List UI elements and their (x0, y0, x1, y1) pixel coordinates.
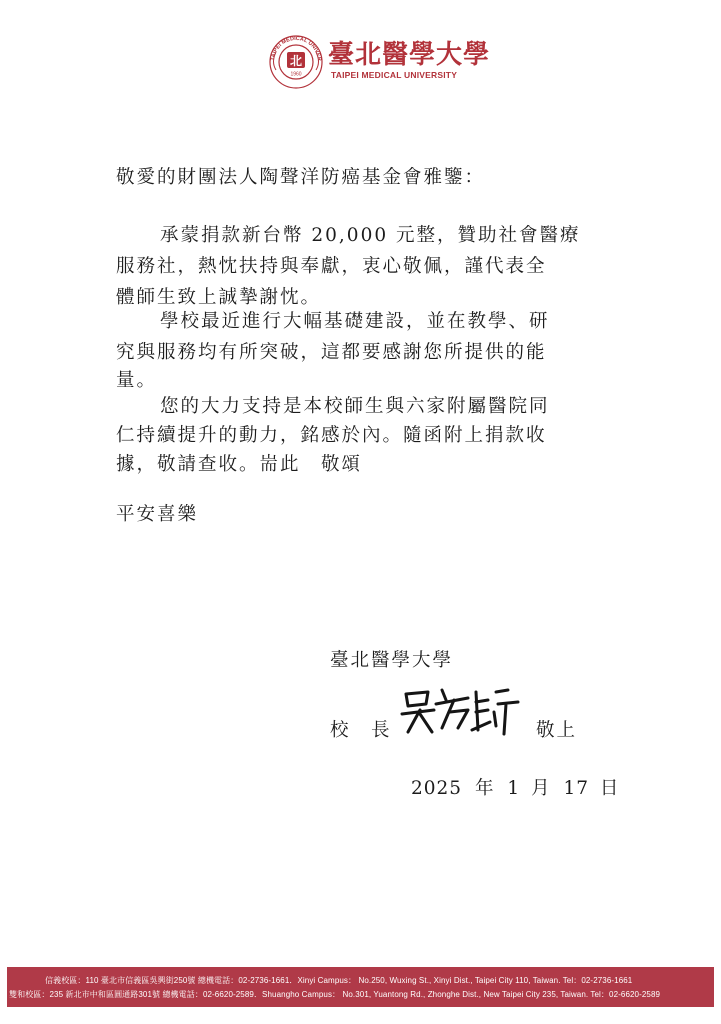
paragraph-3-line-2: 仁持續提升的動力，銘感於內。隨函附上捐款收 (116, 425, 547, 446)
letter-date (411, 774, 619, 800)
letterhead (266, 30, 491, 90)
paragraph-3-line-1: 您的大力支持是本校師生與六家附屬醫院同 (160, 396, 550, 417)
date-month: 1 (507, 778, 521, 799)
paragraph-3-line-3: 據，敬請查收。耑此 敬頌 (116, 454, 363, 475)
paragraph-1-line-2: 服務社，熱忱扶持與奉獻，衷心敬佩，謹代表全 (116, 256, 547, 277)
date-month-unit: 月 (531, 778, 551, 799)
university-name-zh: 臺北醫學大學 (328, 40, 491, 70)
svg-text:北: 北 (289, 54, 303, 68)
salutation: 敬愛的財團法人陶聲洋防癌基金會雅鑒： (116, 167, 486, 188)
date-year: 2025 (411, 778, 463, 799)
footer-xinyi-campus: 信義校區：110 臺北市信義區吳興街250號 總機電話：02-2736-1661．Xinyi Campus： No.250, Wuxing St., Xinyi Dist., Taipei City 110, Taiwan. Tel：02-2736-1661 (45, 976, 633, 985)
paragraph-2-line-2: 究與服務均有所突破，這都要感謝您所提供的能 (116, 342, 547, 363)
date-day: 17 (563, 778, 590, 799)
closing-blessing: 平安喜樂 (116, 504, 199, 525)
paragraph-2-line-3: 量。 (116, 370, 158, 391)
seal-year: 1960 (290, 71, 302, 78)
footer-address-bar (7, 967, 714, 1007)
president-signature (398, 682, 520, 752)
paragraph-2-line-1: 學校最近進行大幅基礎建設，並在教學、研 (160, 311, 550, 332)
footer-shuangho-campus: 雙和校區：235 新北市中和區圓通路301號 總機電話：02-6620-2589．Shuangho Campus： No.301, Yuantong Rd., Zhonghe Dist., New Taipei City 235, Taiwan. Tel：02-6620-2589 (9, 990, 661, 999)
date-year-unit: 年 (474, 778, 495, 799)
sign-off: 敬上 (536, 720, 578, 741)
date-day-unit: 日 (599, 778, 620, 799)
paragraph-1-line-3: 體師生致上誠摯謝忱。 (116, 287, 322, 308)
university-name-en: TAIPEI MEDICAL UNIVERSITY (331, 70, 458, 80)
paragraph-1-line-1: 承蒙捐款新台幣 20,000 元整，贊助社會醫療 (160, 225, 581, 246)
sender-organization: 臺北醫學大學 (330, 650, 454, 671)
university-seal-icon (266, 30, 326, 90)
sender-title: 校 長 (330, 720, 392, 741)
seal-arc-text: TAIPEI MEDICAL UNIVER (270, 35, 323, 62)
